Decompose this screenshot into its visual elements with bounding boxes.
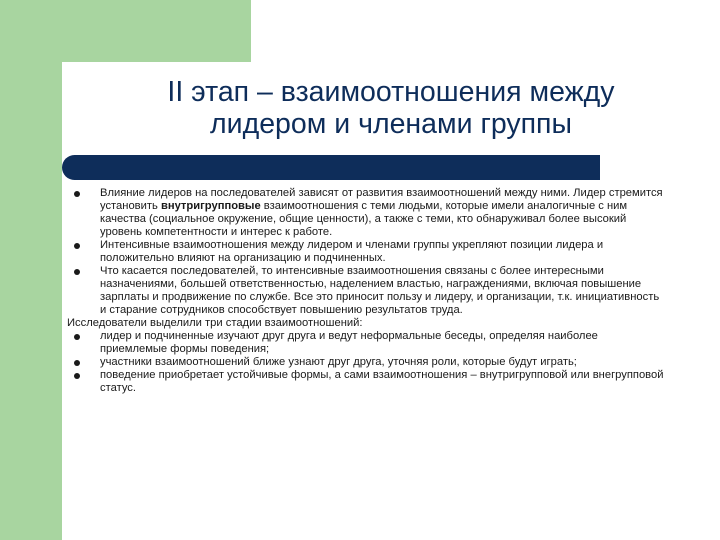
- bullet-item: [67, 265, 667, 317]
- stage-text: лидер и подчиненные изучают друг друга и ведут неформальные беседы, определяя наиболее приемлемые формы поведения;: [100, 330, 598, 355]
- bullet-text: Интенсивные взаимоотношения между лидером и членами группы укрепляют позиции лидера и положительно влияют на организацию и подчиненных.: [100, 239, 604, 264]
- green-side-bar: [0, 0, 62, 540]
- slide-title: [62, 76, 720, 140]
- stage-item: [67, 330, 667, 356]
- stage-item: [67, 369, 667, 395]
- bullet-text-bold: внутригрупповые: [160, 200, 261, 212]
- bullet-dot-icon: [74, 334, 80, 340]
- bullet-text: Что касается последователей, то интенсивные взаимоотношения связаны с более интересными назначениями, большей ответственностью, наделением властью, награждениями, включая повышение зарплаты и продвижение по службе. Все это приносит пользу и лидеру, и организации, т.к. инициативность и старание сотрудников способствует повышению результатов труда.: [100, 265, 660, 316]
- stage-text: поведение приобретает устойчивые формы, а сами взаимоотношения – внутригрупповой или внегрупповой статус.: [100, 369, 664, 394]
- stage-item: [67, 356, 667, 369]
- title-divider-bar: [62, 155, 600, 180]
- bullet-item: [67, 187, 667, 239]
- slide-body: [67, 187, 667, 395]
- bullet-text-end: взаимоотношения с теми людьми, которые имели аналогичные с ним качества (социальное окружение, общие ценности), а также с теми, кто обнаруживал более высокий уровень компетентности и интерес к работе.: [100, 200, 628, 238]
- bullet-dot-icon: [74, 373, 80, 379]
- stage-text: участники взаимоотношений ближе узнают друг друга, уточняя роли, которые будут играть;: [100, 356, 577, 368]
- title-line-1: II этап – взаимоотношения между: [167, 76, 615, 108]
- title-line-2: лидером и членами группы: [210, 108, 572, 140]
- bullet-dot-icon: [74, 360, 80, 366]
- bullet-item: [67, 239, 667, 265]
- bullet-dot-icon: [74, 191, 80, 197]
- bullet-text-start: Влияние лидеров на последователей зависят от развития взаимоотношений между ними. Лидер стремится установить: [100, 187, 663, 212]
- bullet-dot-icon: [74, 243, 80, 249]
- stages-intro: Исследователи выделили три стадии взаимоотношений:: [67, 317, 363, 329]
- bullet-dot-icon: [74, 269, 80, 275]
